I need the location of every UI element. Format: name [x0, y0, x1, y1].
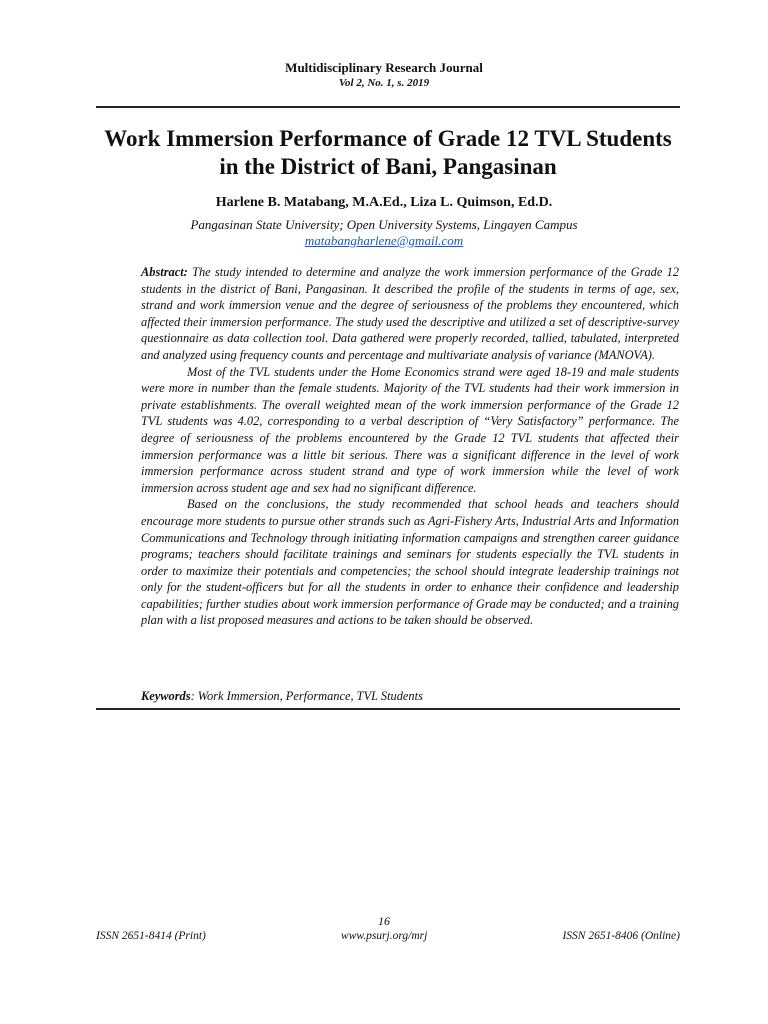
- journal-website[interactable]: www.psurj.org/mrj: [341, 930, 428, 942]
- page-footer: [96, 930, 680, 942]
- email-link[interactable]: matabangharlene@gmail.com: [304, 233, 464, 248]
- keywords-label: Keywords: [141, 689, 191, 703]
- header-divider: [96, 106, 680, 108]
- abstract-label: Abstract:: [141, 265, 188, 279]
- keywords: [141, 689, 679, 704]
- authors: Harlene B. Matabang, M.A.Ed., Liza L. Quimson, Ed.D.: [215, 195, 553, 210]
- author-email: [0, 233, 768, 249]
- journal-volume: Vol 2, No. 1, s. 2019: [338, 77, 430, 89]
- abstract-paragraph-3: Based on the conclusions, the study recommended that school heads and teachers should encourage more students to pursue other strands such as Agri-Fishery Arts, Industrial Arts and Information Communications and Technology through initiating information campaigns and strengthen career guidance programs; teachers should facilitate trainings and seminars for students especially the TVL students in order to maximize their potentials and competencies; the school should integrate leadership trainings not only for the student-officers but for all the students in order to enhance their confidence and leadership capabilities; further studies about work immersion performance of Grade may be conducted; and a training plan with a list proposed measures and actions to be taken should be observed.: [141, 497, 679, 628]
- issn-online: ISSN 2651-8406 (Online): [562, 930, 680, 942]
- abstract: [141, 264, 679, 629]
- affiliation: Pangasinan State University; Open University Systems, Lingayen Campus: [190, 217, 578, 232]
- abstract-paragraph-2: Most of the TVL students under the Home Economics strand were aged 18-19 and male students were more in number than the female students. Majority of the TVL students had their work immersion in private establishments. The overall weighted mean of the work immersion performance of the Grade 12 TVL students was 4.02, corresponding to a verbal description of “Very Satisfactory” performance. The degree of seriousness of the problems encountered by the Grade 12 TVL students that affected their immersion performance was a little bit serious. There was a significant difference in the level of work immersion performance across student strand and type of work immersion while the level of work immersion across student age and sex had no significant difference.: [141, 364, 679, 495]
- paper-title: [90, 125, 686, 181]
- keywords-text: : Work Immersion, Performance, TVL Students: [190, 689, 423, 703]
- abstract-text-1: The study intended to determine and analyze the work immersion performance of the Grade 12 students in the district of Bani, Pangasinan. It described the profile of the students in terms of age, sex, strand and work immersion venue and the degree of seriousness of the problems they encountered, which affected their immersion performance. The study used the descriptive and utilized a set of descriptive-survey questionnaire as data collection tool. Data gathered were properly recorded, tallied, tabulated, interpreted and analyzed using frequency counts and percentage and multivariate analysis of variance (MANOVA).: [141, 265, 680, 362]
- issn-print: ISSN 2651-8414 (Print): [96, 930, 206, 942]
- abstract-paragraph-1: [141, 264, 679, 364]
- journal-header: [0, 60, 768, 89]
- journal-name: Multidisciplinary Research Journal: [285, 60, 483, 75]
- title-line-1: Work Immersion Performance of Grade 12 TVL Students: [104, 126, 672, 151]
- keywords-divider: [96, 708, 680, 710]
- title-line-2: in the District of Bani, Pangasinan: [219, 154, 557, 179]
- page-number: 16: [378, 914, 390, 928]
